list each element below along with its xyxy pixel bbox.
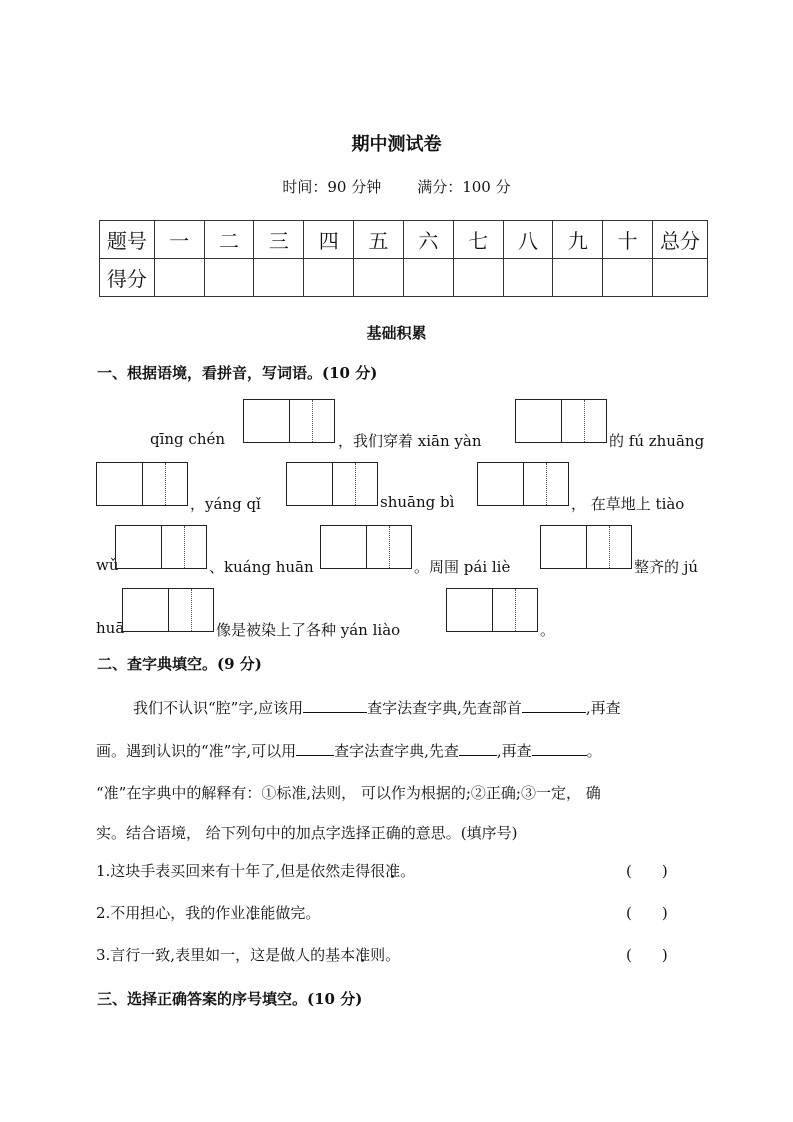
column-header: 七 <box>453 221 503 259</box>
part-title: 基础积累 <box>366 324 427 342</box>
score-cell[interactable] <box>354 259 404 297</box>
dotted-char: 准 <box>245 904 261 922</box>
fill-blank[interactable] <box>459 740 497 756</box>
score-table <box>99 220 708 297</box>
q1-text: ，yáng qǐ <box>190 495 261 513</box>
q2-heading: 二、查字典填空。(9 分) <box>97 655 262 673</box>
q2-line-4: 实。结合语境， 给下列句中的加点字选择正确的意思。(填序号) <box>96 824 518 842</box>
time-label: 时间：90 分钟 <box>282 178 382 196</box>
q2-line-1: 我们不认识“腔”字,应该用 查字法查字典,先查部首 ,再查 <box>133 699 621 717</box>
answer-box[interactable] <box>446 588 538 632</box>
q2-line-2: 画。遇到认识的“准”字,可以用 查字法查字典,先查 ,再查 。 <box>96 742 602 760</box>
answer-paren[interactable]: ( ) <box>626 946 668 964</box>
answer-box[interactable] <box>243 399 335 443</box>
q3-heading: 三、选择正确答案的序号填空。(10 分) <box>97 990 363 1008</box>
column-header: 六 <box>403 221 453 259</box>
exam-info <box>0 176 793 197</box>
answer-paren[interactable]: ( ) <box>626 904 668 922</box>
q1-text: 的 fú zhuāng <box>609 432 705 450</box>
q2-item-2: 2.不用担心，我的作业准能做完。 <box>96 904 321 922</box>
score-cell[interactable] <box>453 259 503 297</box>
score-cell[interactable] <box>254 259 304 297</box>
q1-heading: 一、根据语境，看拼音，写词语。(10 分) <box>97 364 378 382</box>
header-label: 题号 <box>100 221 155 259</box>
dotted-char: 准 <box>355 946 371 964</box>
score-table-score-row <box>100 259 708 297</box>
score-cell[interactable] <box>304 259 354 297</box>
q1-text: 。周围 pái liè <box>414 558 511 576</box>
score-table-header-row <box>100 221 708 259</box>
q2-item-3: 3.言行一致,表里如一，这是做人的基本准则。 <box>96 946 401 964</box>
answer-box[interactable] <box>515 399 607 443</box>
fill-blank[interactable] <box>296 740 334 756</box>
score-cell[interactable] <box>154 259 204 297</box>
fill-blank[interactable] <box>522 697 586 713</box>
dotted-char: 准 <box>385 862 401 880</box>
answer-box[interactable] <box>96 462 188 506</box>
page-title: 期中测试卷 <box>351 134 442 155</box>
score-cell[interactable] <box>503 259 553 297</box>
score-cell[interactable] <box>204 259 254 297</box>
q1-text: 像是被染上了各种 yán liào <box>216 621 401 639</box>
q1-text: 、kuáng huān <box>209 558 314 576</box>
q1-text: wǔ <box>96 556 119 574</box>
answer-box[interactable] <box>122 588 214 632</box>
q1-text: 整齐的 jú <box>634 558 699 576</box>
answer-box[interactable] <box>477 462 569 506</box>
column-header: 总分 <box>653 221 708 259</box>
q2-item-1: 1.这块手表买回来有十年了,但是依然走得很准。 <box>96 862 416 880</box>
column-header: 三 <box>254 221 304 259</box>
q1-text: ，我们穿着 xiān yàn <box>338 432 482 450</box>
score-cell[interactable] <box>653 259 708 297</box>
q2-line-3: “准”在字典中的解释有：①标准,法则， 可以作为根据的;②正确;③一定， 确 <box>96 784 601 802</box>
score-cell[interactable] <box>553 259 603 297</box>
answer-box[interactable] <box>286 462 378 506</box>
column-header: 九 <box>553 221 603 259</box>
answer-paren[interactable]: ( ) <box>626 862 668 880</box>
column-header: 十 <box>603 221 653 259</box>
answer-box[interactable] <box>115 525 207 569</box>
row-label: 得分 <box>100 259 155 297</box>
score-label: 满分：100 分 <box>417 178 511 196</box>
q1-text: ， 在草地上 tiào <box>571 495 685 513</box>
column-header: 一 <box>154 221 204 259</box>
fill-blank[interactable] <box>303 697 367 713</box>
column-header: 五 <box>354 221 404 259</box>
column-header: 二 <box>204 221 254 259</box>
fill-blank[interactable] <box>532 740 587 756</box>
column-header: 八 <box>503 221 553 259</box>
q1-text: huā <box>96 619 125 637</box>
score-cell[interactable] <box>603 259 653 297</box>
column-header: 四 <box>304 221 354 259</box>
answer-box[interactable] <box>540 525 632 569</box>
score-cell[interactable] <box>403 259 453 297</box>
q1-text: 。 <box>540 621 556 639</box>
q1-pinyin: qīng chén <box>150 430 226 448</box>
q1-text: shuāng bì <box>380 493 455 511</box>
answer-box[interactable] <box>320 525 412 569</box>
